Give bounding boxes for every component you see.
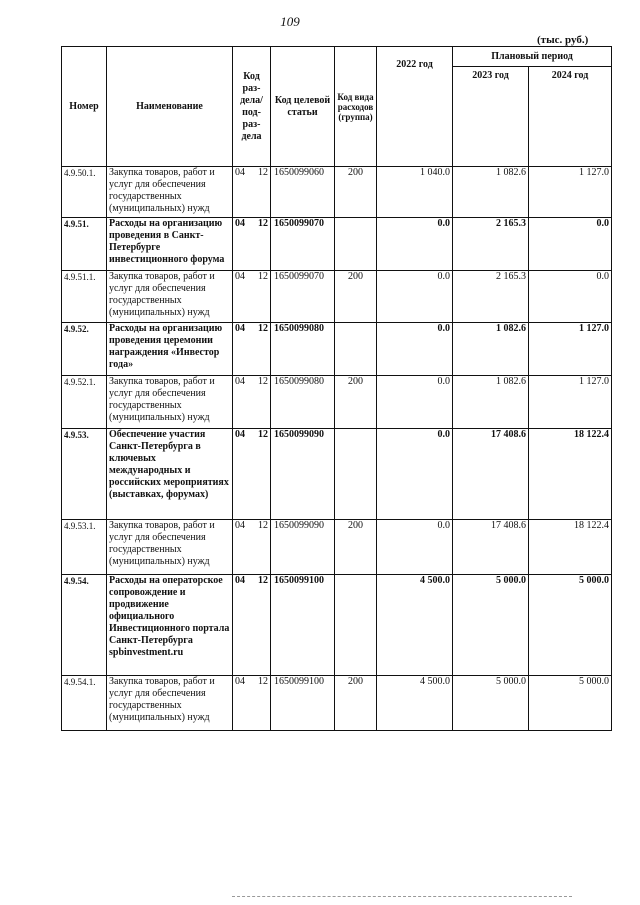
table-row — [62, 271, 612, 323]
row-csr: 1650099080 — [271, 323, 335, 376]
row-csr: 1650099070 — [271, 271, 335, 323]
row-number: 4.9.54.1. — [62, 676, 107, 731]
row-2022: 4 500.0 — [377, 575, 453, 676]
row-2024: 1 127.0 — [529, 323, 612, 376]
row-vid: 200 — [335, 376, 377, 429]
row-vid: 200 — [335, 271, 377, 323]
page-number: 109 — [280, 14, 300, 29]
row-csr: 1650099090 — [271, 520, 335, 575]
row-name: Закупка товаров, работ и услуг для обеспечения государственных (муниципальных) нужд — [107, 376, 233, 429]
row-2023: 5 000.0 — [453, 575, 529, 676]
row-name: Расходы на организацию проведения в Санкт-Петербурге инвестиционного форума — [107, 218, 233, 271]
row-name: Расходы на операторское сопровождение и продвижение официального Инвестиционного портала Санкт-Петербурга spbinvestment.ru — [107, 575, 233, 676]
footer-divider — [232, 896, 572, 899]
row-2024: 18 122.4 — [529, 520, 612, 575]
table-row — [62, 676, 612, 731]
row-razdel: 04 — [233, 323, 249, 376]
row-razdel: 04 — [233, 271, 249, 323]
row-name: Закупка товаров, работ и услуг для обеспечения государственных (муниципальных) нужд — [107, 676, 233, 731]
row-podrazdel: 12 — [249, 429, 271, 520]
row-number: 4.9.54. — [62, 575, 107, 676]
row-2023: 17 408.6 — [453, 429, 529, 520]
row-2024: 1 127.0 — [529, 167, 612, 218]
row-csr: 1650099080 — [271, 376, 335, 429]
table-row — [62, 376, 612, 429]
row-2023: 2 165.3 — [453, 271, 529, 323]
budget-table — [61, 46, 612, 731]
row-podrazdel: 12 — [249, 575, 271, 676]
row-podrazdel: 12 — [249, 520, 271, 575]
row-csr: 1650099100 — [271, 676, 335, 731]
row-2024: 0.0 — [529, 271, 612, 323]
row-number: 4.9.52.1. — [62, 376, 107, 429]
row-2022: 0.0 — [377, 520, 453, 575]
row-number: 4.9.51. — [62, 218, 107, 271]
table-row — [62, 167, 612, 218]
table-row — [62, 520, 612, 575]
row-2024: 1 127.0 — [529, 376, 612, 429]
row-vid — [335, 218, 377, 271]
row-vid: 200 — [335, 167, 377, 218]
row-podrazdel: 12 — [249, 323, 271, 376]
header-2022: 2022 год — [377, 47, 453, 167]
header-razdel: Код раз-дела/ под-раз-дела — [233, 47, 271, 167]
table-row — [62, 323, 612, 376]
row-2023: 1 082.6 — [453, 323, 529, 376]
row-vid — [335, 575, 377, 676]
row-vid — [335, 323, 377, 376]
header-2024: 2024 год — [529, 67, 612, 167]
row-vid — [335, 429, 377, 520]
row-podrazdel: 12 — [249, 271, 271, 323]
row-2022: 0.0 — [377, 271, 453, 323]
row-podrazdel: 12 — [249, 218, 271, 271]
row-csr: 1650099070 — [271, 218, 335, 271]
row-vid: 200 — [335, 520, 377, 575]
row-razdel: 04 — [233, 520, 249, 575]
row-razdel: 04 — [233, 376, 249, 429]
row-podrazdel: 12 — [249, 676, 271, 731]
header-plan: Плановый период — [453, 47, 612, 67]
row-2022: 0.0 — [377, 218, 453, 271]
row-csr: 1650099090 — [271, 429, 335, 520]
row-csr: 1650099100 — [271, 575, 335, 676]
row-number: 4.9.51.1. — [62, 271, 107, 323]
header-csr: Код целевой статьи — [271, 47, 335, 167]
row-razdel: 04 — [233, 575, 249, 676]
row-podrazdel: 12 — [249, 167, 271, 218]
row-razdel: 04 — [233, 218, 249, 271]
row-2024: 18 122.4 — [529, 429, 612, 520]
row-2023: 1 082.6 — [453, 376, 529, 429]
row-2022: 0.0 — [377, 429, 453, 520]
row-2022: 0.0 — [377, 376, 453, 429]
row-2024: 0.0 — [529, 218, 612, 271]
row-csr: 1650099060 — [271, 167, 335, 218]
row-name: Закупка товаров, работ и услуг для обеспечения государственных (муниципальных) нужд — [107, 520, 233, 575]
row-number: 4.9.53.1. — [62, 520, 107, 575]
row-name: Расходы на организацию проведения церемонии награждения «Инвестор года» — [107, 323, 233, 376]
units-label: (тыс. руб.) — [537, 34, 589, 46]
row-vid: 200 — [335, 676, 377, 731]
row-name: Закупка товаров, работ и услуг для обеспечения государственных (муниципальных) нужд — [107, 167, 233, 218]
table-row — [62, 575, 612, 676]
row-2024: 5 000.0 — [529, 575, 612, 676]
row-podrazdel: 12 — [249, 376, 271, 429]
header-num: Номер — [62, 47, 107, 167]
row-2022: 4 500.0 — [377, 676, 453, 731]
row-name: Обеспечение участия Санкт-Петербурга в ключевых международных и российских мероприятиях (выставках, форумах) — [107, 429, 233, 520]
table-row — [62, 429, 612, 520]
row-2023: 5 000.0 — [453, 676, 529, 731]
row-2023: 1 082.6 — [453, 167, 529, 218]
row-2023: 2 165.3 — [453, 218, 529, 271]
header-vid: Код вида расходов (группа) — [335, 47, 377, 167]
row-razdel: 04 — [233, 167, 249, 218]
header-2023: 2023 год — [453, 67, 529, 167]
row-number: 4.9.53. — [62, 429, 107, 520]
row-2022: 1 040.0 — [377, 167, 453, 218]
row-number: 4.9.50.1. — [62, 167, 107, 218]
row-2024: 5 000.0 — [529, 676, 612, 731]
row-razdel: 04 — [233, 429, 249, 520]
row-number: 4.9.52. — [62, 323, 107, 376]
row-razdel: 04 — [233, 676, 249, 731]
row-name: Закупка товаров, работ и услуг для обеспечения государственных (муниципальных) нужд — [107, 271, 233, 323]
table-row — [62, 218, 612, 271]
row-2023: 17 408.6 — [453, 520, 529, 575]
header-name: Наименование — [107, 47, 233, 167]
row-2022: 0.0 — [377, 323, 453, 376]
